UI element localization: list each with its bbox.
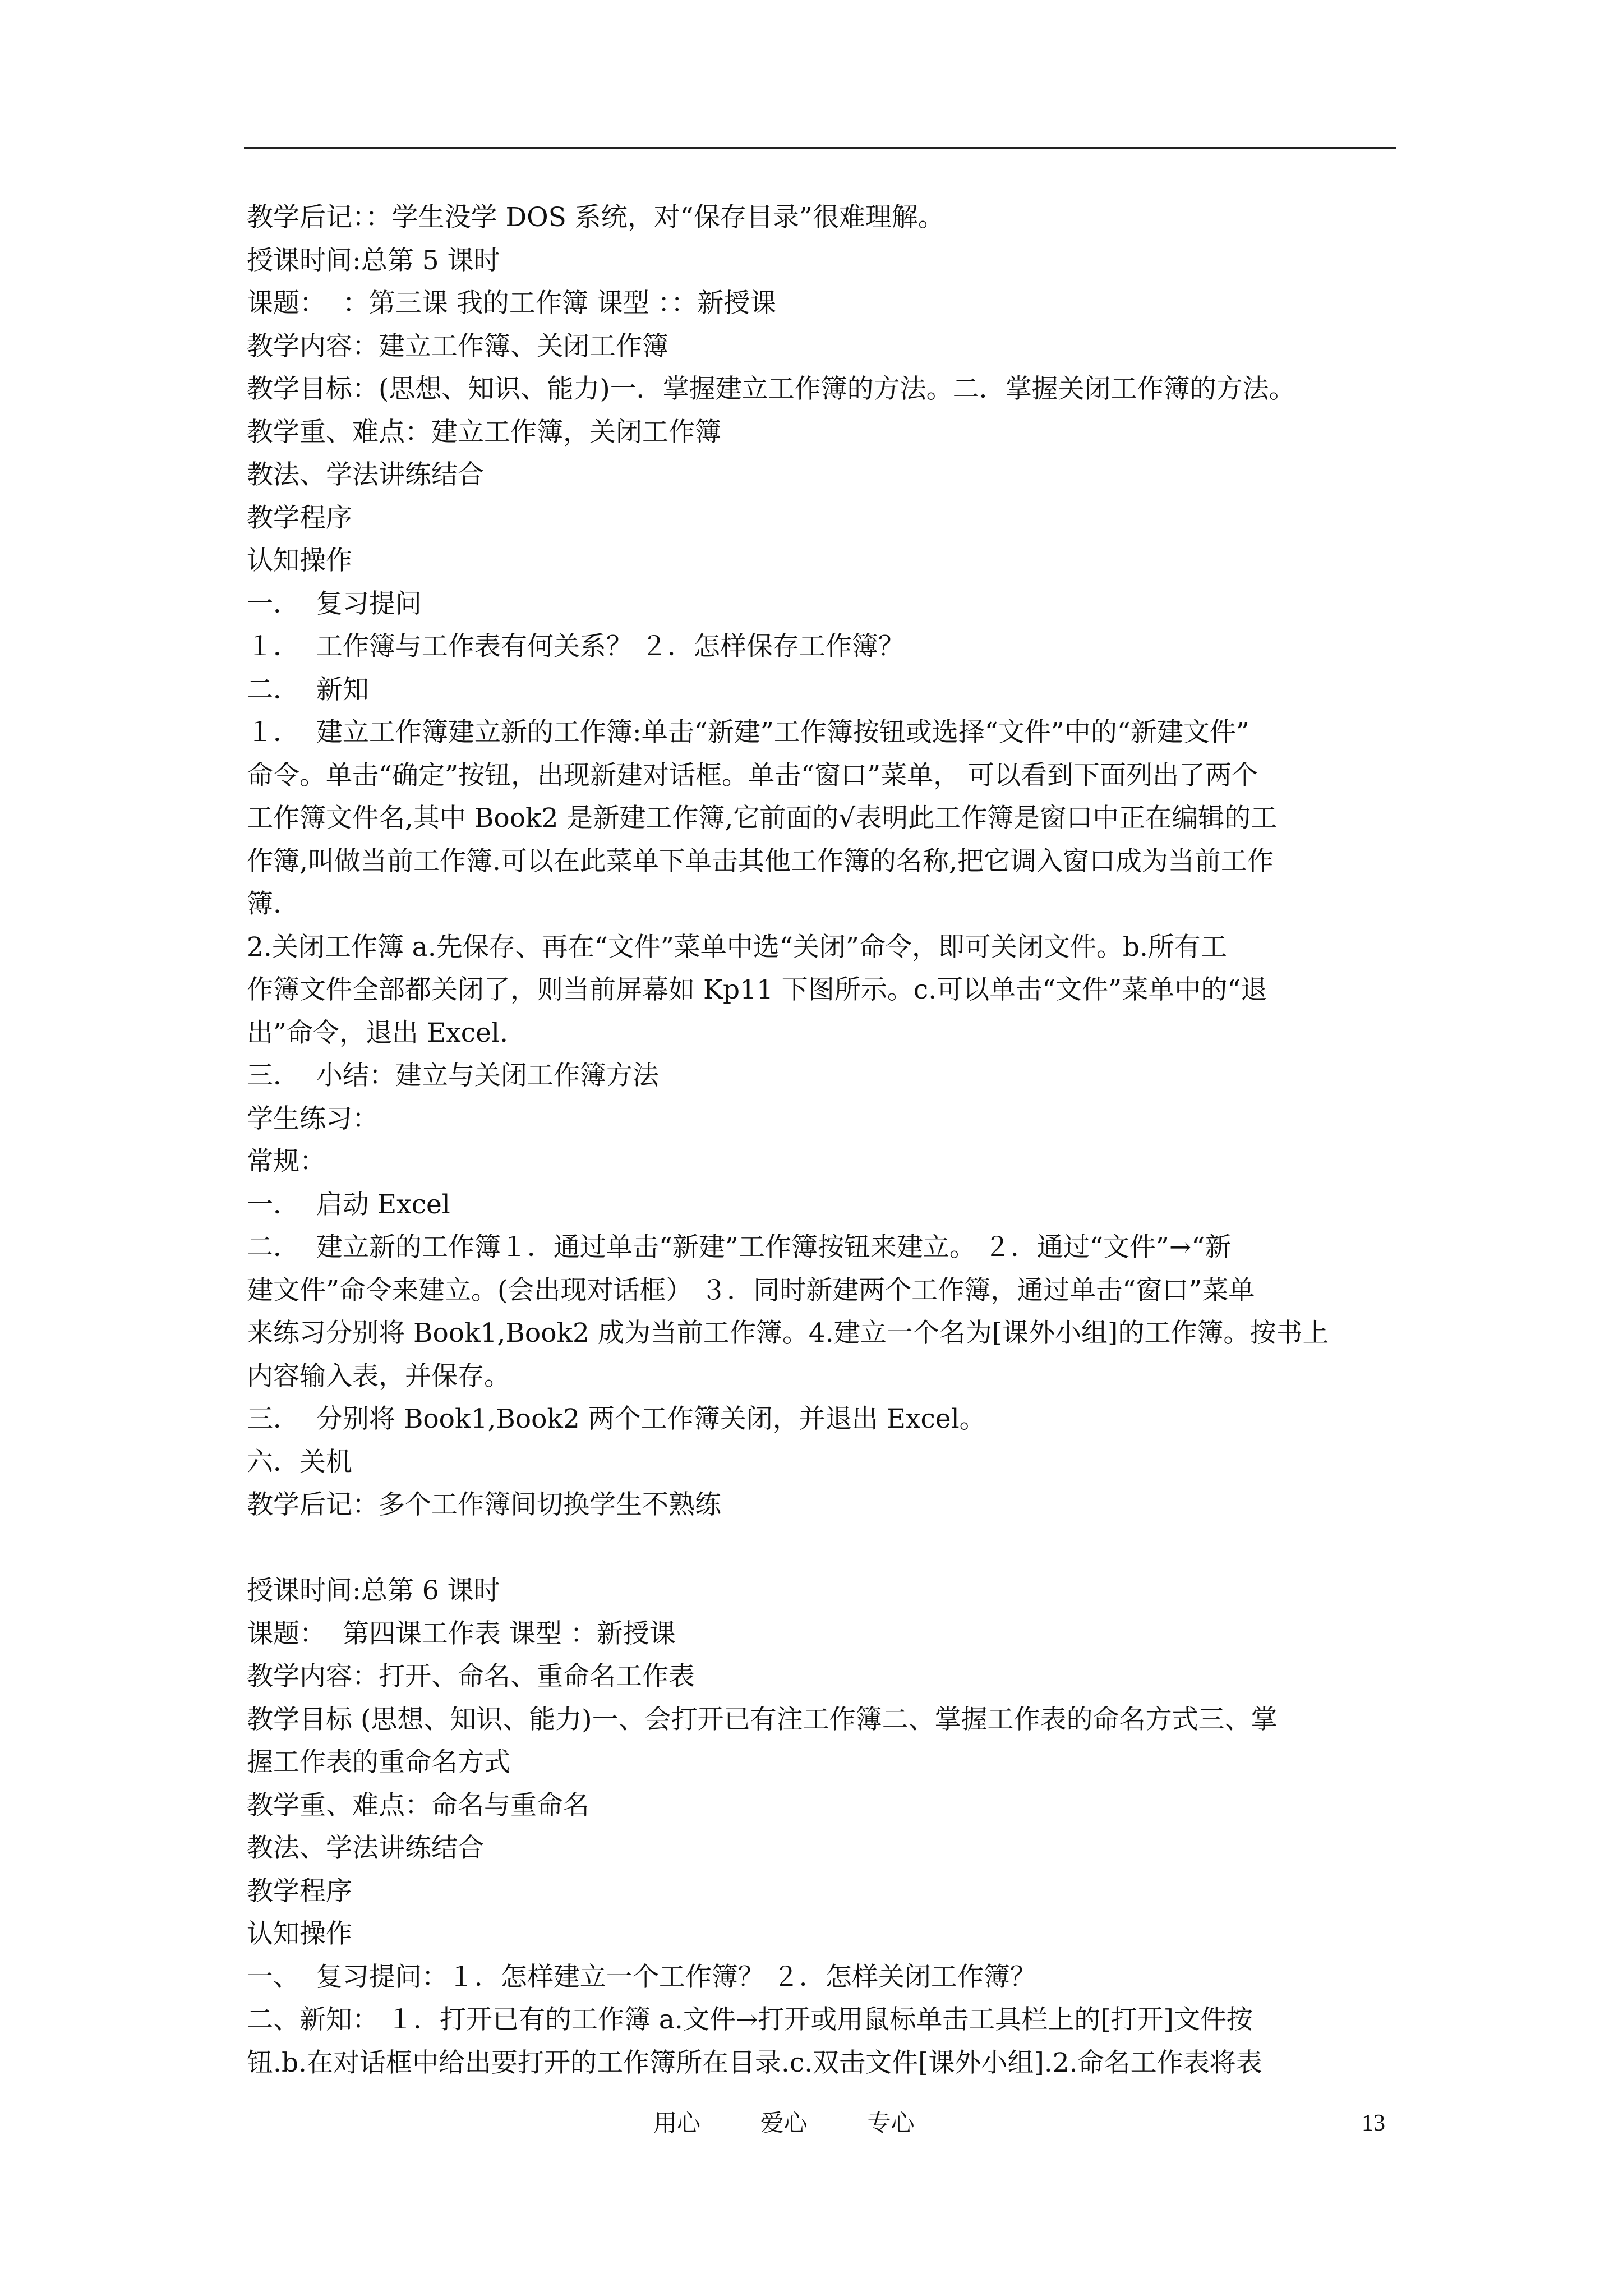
text-line: 教学目标：(思想、知识、能力)一．掌握建立工作簿的方法。二．掌握关闭工作簿的方法。 — [247, 374, 1295, 404]
text-line: 2.关闭工作簿 a.先保存、再在“文件”菜单中选“关闭”命令，即可关闭文件。b.所有工 — [247, 931, 1227, 963]
text-line: 三． 小结：建立与关闭工作簿方法 — [247, 1060, 659, 1091]
text-line: 授课时间:总第 6 课时 — [247, 1575, 500, 1606]
text-line: 三． 分别将 Book1,Book2 两个工作簿关闭，并退出 Excel。 — [247, 1404, 986, 1434]
text-line: 教法、学法讲练结合 — [247, 1833, 484, 1864]
text-line: 授课时间:总第 5 课时 — [247, 245, 500, 276]
blank-line — [247, 1527, 1402, 1570]
text-line: １． 工作簿与工作表有何关系？ ２．怎样保存工作簿？ — [247, 631, 905, 662]
text-line: 来练习分别将 Book1,Book2 成为当前工作簿。4.建立一个名为[课外小组]的工作簿。按书上 — [247, 1318, 1329, 1349]
text-line: 六．关机 — [247, 1446, 352, 1478]
text-line: 工作簿文件名,其中 Book2 是新建工作簿,它前面的√表明此工作簿是窗口中正在编辑的工 — [247, 803, 1278, 834]
text-line: 认知操作 — [247, 1918, 352, 1949]
text-line: 内容输入表，并保存。 — [247, 1360, 510, 1392]
text-line: 二． 新知 — [247, 674, 369, 705]
text-line: 一． 复习提问 — [247, 588, 422, 619]
document-body — [247, 196, 1402, 2085]
page-number: 13 — [1362, 2110, 1385, 2136]
text-line: 课题： 第四课工作表 课型 ：新授课 — [247, 1618, 676, 1649]
text-line: 教法、学法讲练结合 — [247, 459, 484, 490]
text-line: 作簿,叫做当前工作簿.可以在此菜单下单击其他工作簿的名称,把它调入窗口成为当前工作 — [247, 845, 1274, 877]
text-line: 认知操作 — [247, 545, 352, 576]
text-line: 教学后记：：学生没学 DOS 系统，对“保存目录”很难理解。 — [247, 202, 944, 233]
text-line: 簿. — [247, 889, 282, 919]
text-line: 教学后记：多个工作簿间切换学生不熟练 — [247, 1489, 721, 1520]
text-line: 课题： ：第三课 我的工作簿 课型 ：：新授课 — [247, 288, 777, 319]
text-line: 教学程序 — [247, 502, 352, 533]
text-line: 建文件”命令来建立。(会出现对话框） ３．同时新建两个工作簿，通过单击“窗口”菜单 — [247, 1274, 1255, 1306]
text-line: 教学程序 — [247, 1875, 352, 1907]
text-line: 教学重、难点：建立工作簿，关闭工作簿 — [247, 416, 721, 448]
text-line: 二、新知： １．打开已有的工作簿 a.文件→打开或用鼠标单击工具栏上的[打开]文件按 — [247, 2004, 1253, 2035]
text-line: 出”命令，退出 Excel. — [247, 1017, 508, 1048]
text-line: 一． 启动 Excel — [247, 1189, 450, 1220]
text-line: 教学重、难点：命名与重命名 — [247, 1789, 589, 1821]
text-line: 教学内容：打开、命名、重命名工作表 — [247, 1661, 695, 1692]
text-line: 一、 复习提问：１．怎样建立一个工作簿？ ２．怎样关闭工作簿？ — [247, 1961, 1036, 1993]
text-line: 学生练习： — [247, 1103, 379, 1134]
text-line: 作簿文件全部都关闭了，则当前屏幕如 Kp11 下图所示。c.可以单击“文件”菜单中的“退 — [247, 974, 1267, 1005]
text-line: 二． 建立新的工作簿１．通过单击“新建”工作簿按钮来建立。 ２．通过“文件”→“新 — [247, 1232, 1232, 1263]
page-footer — [0, 2106, 1623, 2140]
text-line: 教学目标 (思想、知识、能力)一、会打开已有注工作簿二、掌握工作表的命名方式三、掌 — [247, 1704, 1278, 1735]
text-line: １． 建立工作簿建立新的工作簿:单击“新建”工作簿按钮或选择“文件”中的“新建文件” — [247, 717, 1249, 748]
footer-motto: 用心 爱心 专心 — [653, 2109, 915, 2137]
text-line: 钮.b.在对话框中给出要打开的工作簿所在目录.c.双击文件[课外小组].2.命名工作表将表 — [247, 2047, 1262, 2078]
header-rule — [244, 147, 1396, 149]
text-line: 教学内容：建立工作簿、关闭工作簿 — [247, 330, 668, 362]
text-line: 握工作表的重命名方式 — [247, 1747, 510, 1778]
text-line: 常规： — [247, 1146, 326, 1177]
text-line: 命令。单击“确定”按钮，出现新建对话框。单击“窗口”菜单， 可以看到下面列出了两个 — [247, 760, 1258, 791]
